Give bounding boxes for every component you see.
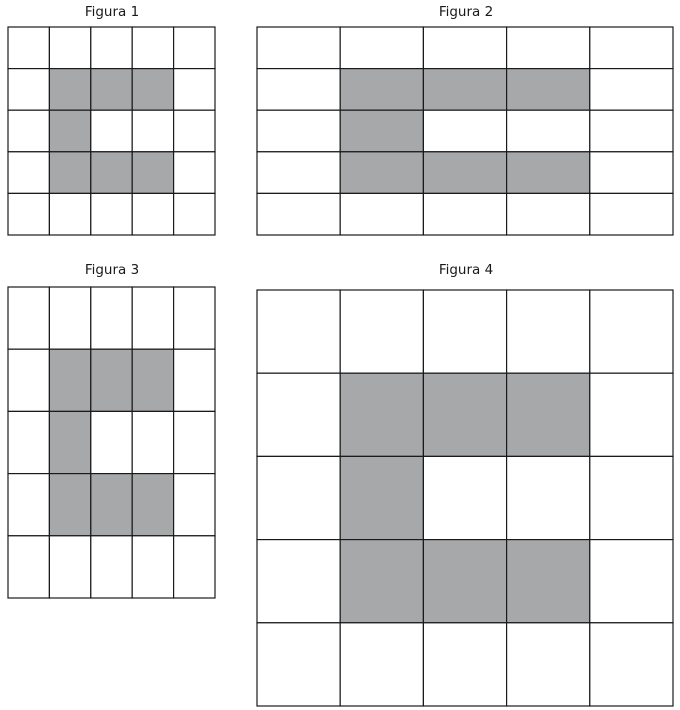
blank-cell-r1-c2	[49, 287, 90, 349]
blank-cell-r2-c1	[257, 69, 340, 111]
shaded-cell-r2-c2	[340, 69, 423, 111]
shaded-cell-r2-c4	[132, 69, 173, 111]
blank-cell-r5-c2	[49, 536, 90, 598]
blank-cell-r5-c3	[91, 536, 132, 598]
blank-cell-r5-c4	[507, 193, 590, 235]
blank-cell-r5-c3	[423, 193, 506, 235]
blank-cell-r3-c3	[91, 110, 132, 152]
blank-cell-r3-c1	[257, 110, 340, 152]
blank-cell-r4-c1	[257, 540, 340, 623]
blank-cell-r1-c2	[49, 27, 90, 69]
blank-cell-r4-c1	[8, 152, 49, 194]
figure-4	[257, 262, 673, 706]
blank-cell-r5-c2	[49, 193, 90, 235]
shaded-cell-r2-c3	[423, 69, 506, 111]
shaded-cell-r3-c2	[340, 456, 423, 539]
blank-cell-r1-c2	[340, 27, 423, 69]
shaded-cell-r4-c3	[423, 540, 506, 623]
blank-cell-r1-c5	[174, 287, 215, 349]
shaded-cell-r2-c4	[507, 373, 590, 456]
shaded-cell-r4-c2	[49, 152, 90, 194]
blank-cell-r5-c3	[423, 623, 506, 706]
blank-cell-r1-c5	[590, 27, 673, 69]
shaded-cell-r4-c4	[132, 474, 173, 536]
blank-cell-r3-c5	[590, 110, 673, 152]
shaded-cell-r4-c2	[340, 540, 423, 623]
shaded-cell-r2-c4	[507, 69, 590, 111]
blank-cell-r2-c1	[257, 373, 340, 456]
blank-cell-r1-c5	[174, 27, 215, 69]
blank-cell-r3-c1	[8, 110, 49, 152]
figure-2-title: Figura 2	[438, 4, 494, 20]
blank-cell-r3-c1	[8, 411, 49, 473]
blank-cell-r1-c3	[91, 287, 132, 349]
shaded-cell-r2-c2	[49, 349, 90, 411]
shaded-cell-r2-c2	[49, 69, 90, 111]
blank-cell-r5-c5	[590, 193, 673, 235]
shaded-cell-r4-c2	[340, 152, 423, 194]
blank-cell-r2-c1	[8, 349, 49, 411]
shaded-cell-r2-c2	[340, 373, 423, 456]
shaded-cell-r2-c3	[91, 349, 132, 411]
figure-1-grid	[8, 27, 215, 235]
figure-3	[8, 262, 215, 598]
blank-cell-r5-c4	[507, 623, 590, 706]
blank-cell-r3-c5	[174, 411, 215, 473]
blank-cell-r5-c4	[132, 193, 173, 235]
shaded-cell-r2-c3	[91, 69, 132, 111]
figure-4-title: Figura 4	[438, 262, 494, 278]
blank-cell-r5-c5	[174, 536, 215, 598]
blank-cell-r1-c5	[590, 290, 673, 373]
figure-2	[257, 4, 673, 235]
blank-cell-r2-c5	[174, 69, 215, 111]
blank-cell-r1-c1	[257, 27, 340, 69]
shaded-cell-r3-c2	[49, 411, 90, 473]
blank-cell-r5-c3	[91, 193, 132, 235]
blank-cell-r1-c3	[423, 27, 506, 69]
shaded-cell-r3-c2	[340, 110, 423, 152]
blank-cell-r4-c5	[590, 540, 673, 623]
blank-cell-r5-c1	[8, 536, 49, 598]
blank-cell-r3-c4	[132, 411, 173, 473]
blank-cell-r3-c3	[91, 411, 132, 473]
shaded-cell-r3-c2	[49, 110, 90, 152]
blank-cell-r5-c5	[590, 623, 673, 706]
shaded-cell-r4-c4	[507, 152, 590, 194]
blank-cell-r3-c4	[507, 456, 590, 539]
blank-cell-r5-c2	[340, 193, 423, 235]
blank-cell-r3-c3	[423, 110, 506, 152]
shaded-cell-r4-c3	[423, 152, 506, 194]
figure-3-grid	[8, 287, 215, 598]
shaded-cell-r4-c2	[49, 474, 90, 536]
blank-cell-r3-c3	[423, 456, 506, 539]
shaded-cell-r4-c3	[91, 474, 132, 536]
blank-cell-r5-c2	[340, 623, 423, 706]
blank-cell-r1-c1	[8, 27, 49, 69]
figure-4-grid	[257, 290, 673, 706]
blank-cell-r4-c5	[174, 474, 215, 536]
figure-2-grid	[257, 27, 673, 235]
blank-cell-r5-c1	[8, 193, 49, 235]
blank-cell-r1-c2	[340, 290, 423, 373]
figure-1-title: Figura 1	[84, 4, 140, 20]
blank-cell-r1-c4	[132, 27, 173, 69]
blank-cell-r5-c4	[132, 536, 173, 598]
blank-cell-r1-c4	[507, 290, 590, 373]
blank-cell-r1-c3	[423, 290, 506, 373]
blank-cell-r1-c3	[91, 27, 132, 69]
blank-cell-r2-c5	[174, 349, 215, 411]
blank-cell-r5-c5	[174, 193, 215, 235]
blank-cell-r2-c1	[8, 69, 49, 111]
shaded-cell-r4-c3	[91, 152, 132, 194]
shaded-cell-r4-c4	[507, 540, 590, 623]
blank-cell-r1-c1	[257, 290, 340, 373]
blank-cell-r3-c5	[590, 456, 673, 539]
blank-cell-r1-c1	[8, 287, 49, 349]
blank-cell-r3-c4	[132, 110, 173, 152]
blank-cell-r4-c1	[257, 152, 340, 194]
blank-cell-r4-c1	[8, 474, 49, 536]
blank-cell-r1-c4	[132, 287, 173, 349]
shaded-cell-r2-c3	[423, 373, 506, 456]
figure-1	[8, 4, 215, 235]
blank-cell-r2-c5	[590, 373, 673, 456]
shaded-cell-r4-c4	[132, 152, 173, 194]
blank-cell-r3-c1	[257, 456, 340, 539]
blank-cell-r2-c5	[590, 69, 673, 111]
blank-cell-r3-c5	[174, 110, 215, 152]
blank-cell-r5-c1	[257, 623, 340, 706]
blank-cell-r4-c5	[590, 152, 673, 194]
blank-cell-r3-c4	[507, 110, 590, 152]
shaded-cell-r2-c4	[132, 349, 173, 411]
blank-cell-r5-c1	[257, 193, 340, 235]
blank-cell-r4-c5	[174, 152, 215, 194]
blank-cell-r1-c4	[507, 27, 590, 69]
figure-3-title: Figura 3	[84, 262, 140, 278]
